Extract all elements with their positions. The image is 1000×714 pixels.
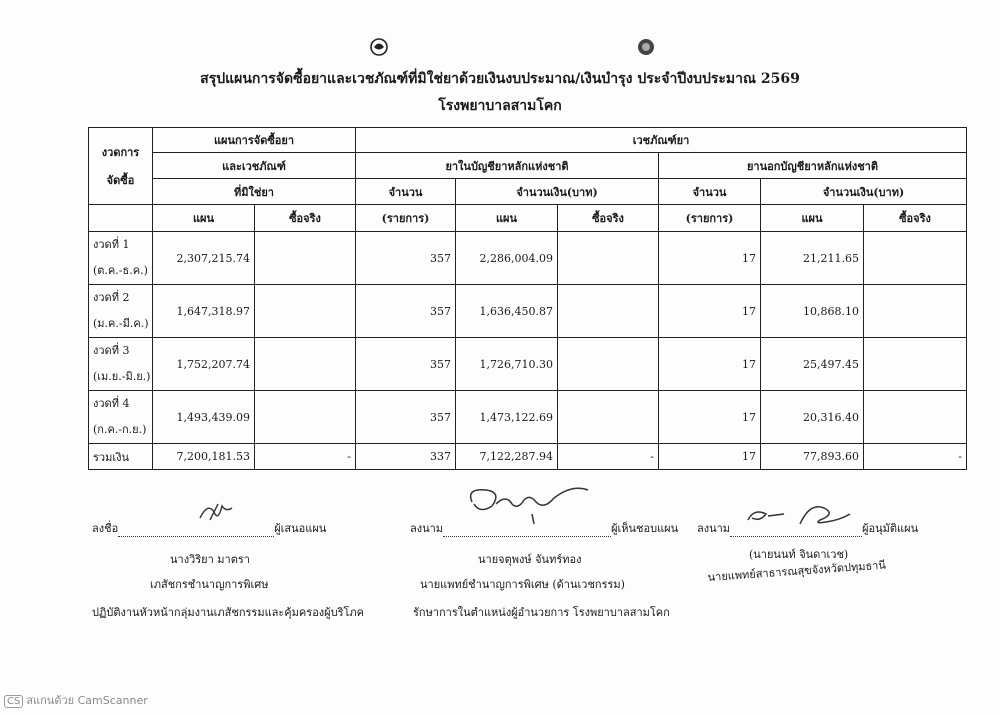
out-plan-value: 20,316.40 [761, 391, 864, 444]
total-row [89, 444, 967, 470]
hospital-name: โรงพยาบาลสามโคก [438, 98, 562, 114]
proposer-duty: ปฏิบัติงานหัวหน้ากลุ่มงานเภสัชกรรมและคุ้มครองผู้บริโภค [92, 606, 365, 619]
total-non-drug-actual: - [255, 444, 356, 470]
non-drug-header-line2: และเวชภัณฑ์ [153, 153, 356, 179]
in-list-header: ยาในบัญชียาหลักแห่งชาติ [356, 153, 659, 179]
reviewer-signature-icon [462, 480, 602, 528]
non-drug-plan-header: แผน [153, 205, 255, 232]
reviewer-duty: รักษาการในตำแหน่งผู้อำนวยการ โรงพยาบาลสามโคก [413, 606, 670, 619]
in-plan-value: 2,286,004.09 [456, 232, 558, 285]
empty-header [89, 205, 153, 232]
in-actual-header: ซื้อจริง [558, 205, 659, 232]
table-row [89, 232, 967, 285]
in-actual-value [558, 285, 659, 338]
table-row [89, 391, 967, 444]
out-plan-value: 21,211.65 [761, 232, 864, 285]
out-count-value: 17 [659, 391, 761, 444]
out-plan-header: แผน [761, 205, 864, 232]
in-plan-value: 1,636,450.87 [456, 285, 558, 338]
non-drug-actual-value [255, 232, 356, 285]
period-cell: งวดที่ 4 (ก.ค.-ก.ย.) [89, 391, 153, 444]
total-out-count: 17 [659, 444, 761, 470]
proposer-position: เภสัชกรชำนาญการพิเศษ [150, 578, 269, 591]
out-plan-value: 10,868.10 [761, 285, 864, 338]
approver-sign-line: ลงนาม ผู้อนุมัติแผน [697, 522, 919, 535]
approver-signature-icon [740, 498, 860, 532]
non-drug-actual-value [255, 285, 356, 338]
out-count-value: 17 [659, 338, 761, 391]
period-cell: งวดที่ 2 (ม.ค.-มี.ค.) [89, 285, 153, 338]
in-actual-value [558, 391, 659, 444]
total-in-plan: 7,122,287.94 [456, 444, 558, 470]
proposer-name: นางวิริยา มาตรา [170, 553, 250, 566]
out-list-header: ยานอกบัญชียาหลักแห่งชาติ [659, 153, 967, 179]
out-plan-value: 25,497.45 [761, 338, 864, 391]
in-actual-value [558, 232, 659, 285]
ministry-seal-icon [635, 37, 657, 57]
total-non-drug-plan: 7,200,181.53 [153, 444, 255, 470]
total-in-actual: - [558, 444, 659, 470]
non-drug-actual-value [255, 391, 356, 444]
hospital-logo-icon [368, 37, 390, 57]
out-count-header: จำนวน [659, 179, 761, 205]
in-count-value: 357 [356, 232, 456, 285]
non-drug-plan-value: 1,752,207.74 [153, 338, 255, 391]
non-drug-plan-value: 1,493,439.09 [153, 391, 255, 444]
camscanner-watermark: CS สแกนด้วย CamScanner [4, 691, 148, 709]
page-title: สรุปแผนการจัดซื้อยาและเวชภัณฑ์ที่มิใช่ยาด้วยเงินงบประมาณ/เงินบำรุง ประจำปีงบประมาณ 2569 [200, 71, 800, 87]
total-in-count: 337 [356, 444, 456, 470]
out-actual-value [864, 338, 967, 391]
in-actual-value [558, 338, 659, 391]
non-drug-header: แผนการจัดซื้อยา [153, 128, 356, 153]
non-drug-header-line3: ที่มิใช่ยา [153, 179, 356, 205]
non-drug-actual-header: ซื้อจริง [255, 205, 356, 232]
out-actual-value [864, 232, 967, 285]
in-count-value: 357 [356, 338, 456, 391]
reviewer-sign-line: ลงนาม ผู้เห็นชอบแผน [410, 522, 679, 535]
out-count-value: 17 [659, 232, 761, 285]
non-drug-plan-value: 2,307,215.74 [153, 232, 255, 285]
total-label: รวมเงิน [89, 444, 153, 470]
in-count-value: 357 [356, 285, 456, 338]
out-amount-header: จำนวนเงิน(บาท) [761, 179, 967, 205]
table-row [89, 285, 967, 338]
in-count-header: จำนวน [356, 179, 456, 205]
period-header: งวดการ จัดซื้อ [89, 128, 153, 205]
total-out-plan: 77,893.60 [761, 444, 864, 470]
table-row [89, 338, 967, 391]
out-actual-value [864, 391, 967, 444]
period-cell: งวดที่ 3 (เม.ย.-มิ.ย.) [89, 338, 153, 391]
in-plan-value: 1,726,710.30 [456, 338, 558, 391]
in-count-value: 357 [356, 391, 456, 444]
in-plan-value: 1,473,122.69 [456, 391, 558, 444]
proposer-signature-icon [196, 498, 236, 528]
reviewer-name: นายจตุพงษ์ จันทร์ทอง [478, 553, 582, 566]
non-drug-plan-value: 1,647,318.97 [153, 285, 255, 338]
reviewer-position: นายแพทย์ชำนาญการพิเศษ (ด้านเวชกรรม) [420, 578, 625, 591]
approver-name: (นายนนท์ จินดาเวช) [749, 548, 849, 561]
in-plan-header: แผน [456, 205, 558, 232]
non-drug-actual-value [255, 338, 356, 391]
period-cell: งวดที่ 1 (ต.ค.-ธ.ค.) [89, 232, 153, 285]
proposer-sign-line: ลงชื่อ ผู้เสนอแผน [92, 522, 327, 535]
total-out-actual: - [864, 444, 967, 470]
out-items-header: (รายการ) [659, 205, 761, 232]
out-count-value: 17 [659, 285, 761, 338]
in-items-header: (รายการ) [356, 205, 456, 232]
in-amount-header: จำนวนเงิน(บาท) [456, 179, 659, 205]
drug-header: เวชภัณฑ์ยา [356, 128, 967, 153]
out-actual-value [864, 285, 967, 338]
approver-position: นายแพทย์สาธารณสุขจังหวัดปทุมธานี [707, 558, 887, 584]
out-actual-header: ซื้อจริง [864, 205, 967, 232]
procurement-plan-table [88, 127, 967, 470]
